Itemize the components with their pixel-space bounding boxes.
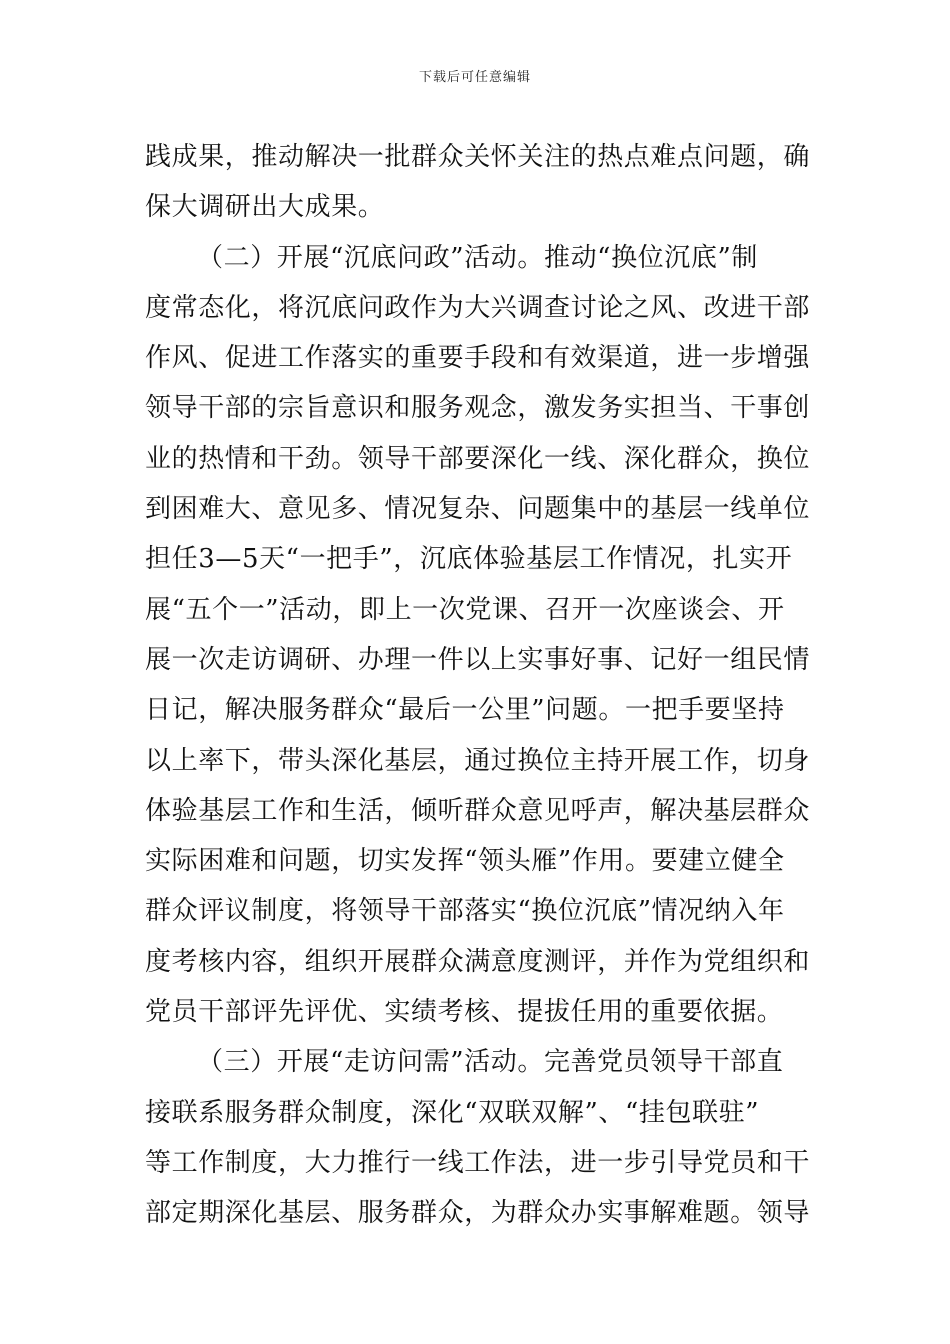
paragraph-start-line: （二）开展“沉底问政”活动。推动“换位沉底”制 [197, 242, 758, 273]
text-line: 部定期深化基层、服务群众，为群众办实事解难题。领导 [145, 1198, 811, 1229]
text-line: 领导干部的宗旨意识和服务观念，激发务实担当、干事创 [145, 393, 811, 424]
text-line: 党员干部评先评优、实绩考核、提拔任用的重要依据。 [145, 997, 784, 1028]
text-line: 实际困难和问题，切实发挥“领头雁”作用。要建立健全 [145, 846, 785, 877]
text-line: 践成果，推动解决一批群众关怀关注的热点难点问题，确 [145, 142, 811, 172]
text-line: 保大调研出大成果。 [145, 192, 385, 223]
text-line: 等工作制度，大力推行一线工作法，进一步引导党员和干 [145, 1147, 811, 1178]
text-line: 度常态化，将沉底问政作为大兴调查讨论之风、改进干部 [145, 292, 811, 323]
document-body [145, 132, 811, 1239]
text-line: 到困难大、意见多、情况复杂、问题集中的基层一线单位 [145, 494, 811, 525]
text-line: 展一次走访调研、办理一件以上实事好事、记好一组民情 [145, 644, 811, 675]
text-line: 日记，解决服务群众“最后一公里”问题。一把手要坚持 [145, 695, 785, 726]
paragraph-start-line: （三）开展“走访问需”活动。完善党员领导干部直 [197, 1047, 784, 1078]
text-line: 担任3—5天“一把手”，沉底体验基层工作情况，扎实开 [145, 544, 793, 575]
page-header: 下载后可任意编辑 [418, 70, 531, 85]
text-line: 度考核内容，组织开展群众满意度测评，并作为党组织和 [145, 946, 811, 977]
text-line: 接联系服务群众制度，深化“双联双解”、“挂包联驻” [145, 1097, 760, 1128]
text-line: 业的热情和干劲。领导干部要深化一线、深化群众，换位 [145, 443, 811, 474]
text-line: 以上率下，带头深化基层，通过换位主持开展工作，切身 [145, 745, 811, 776]
text-line: 展“五个一”活动，即上一次党课、召开一次座谈会、开 [145, 594, 785, 625]
text-line: 群众评议制度，将领导干部落实“换位沉底”情况纳入年 [145, 896, 785, 927]
text-line: 体验基层工作和生活，倾听群众意见呼声，解决基层群众 [145, 795, 811, 826]
text-line: 作风、促进工作落实的重要手段和有效渠道，进一步增强 [145, 343, 811, 374]
